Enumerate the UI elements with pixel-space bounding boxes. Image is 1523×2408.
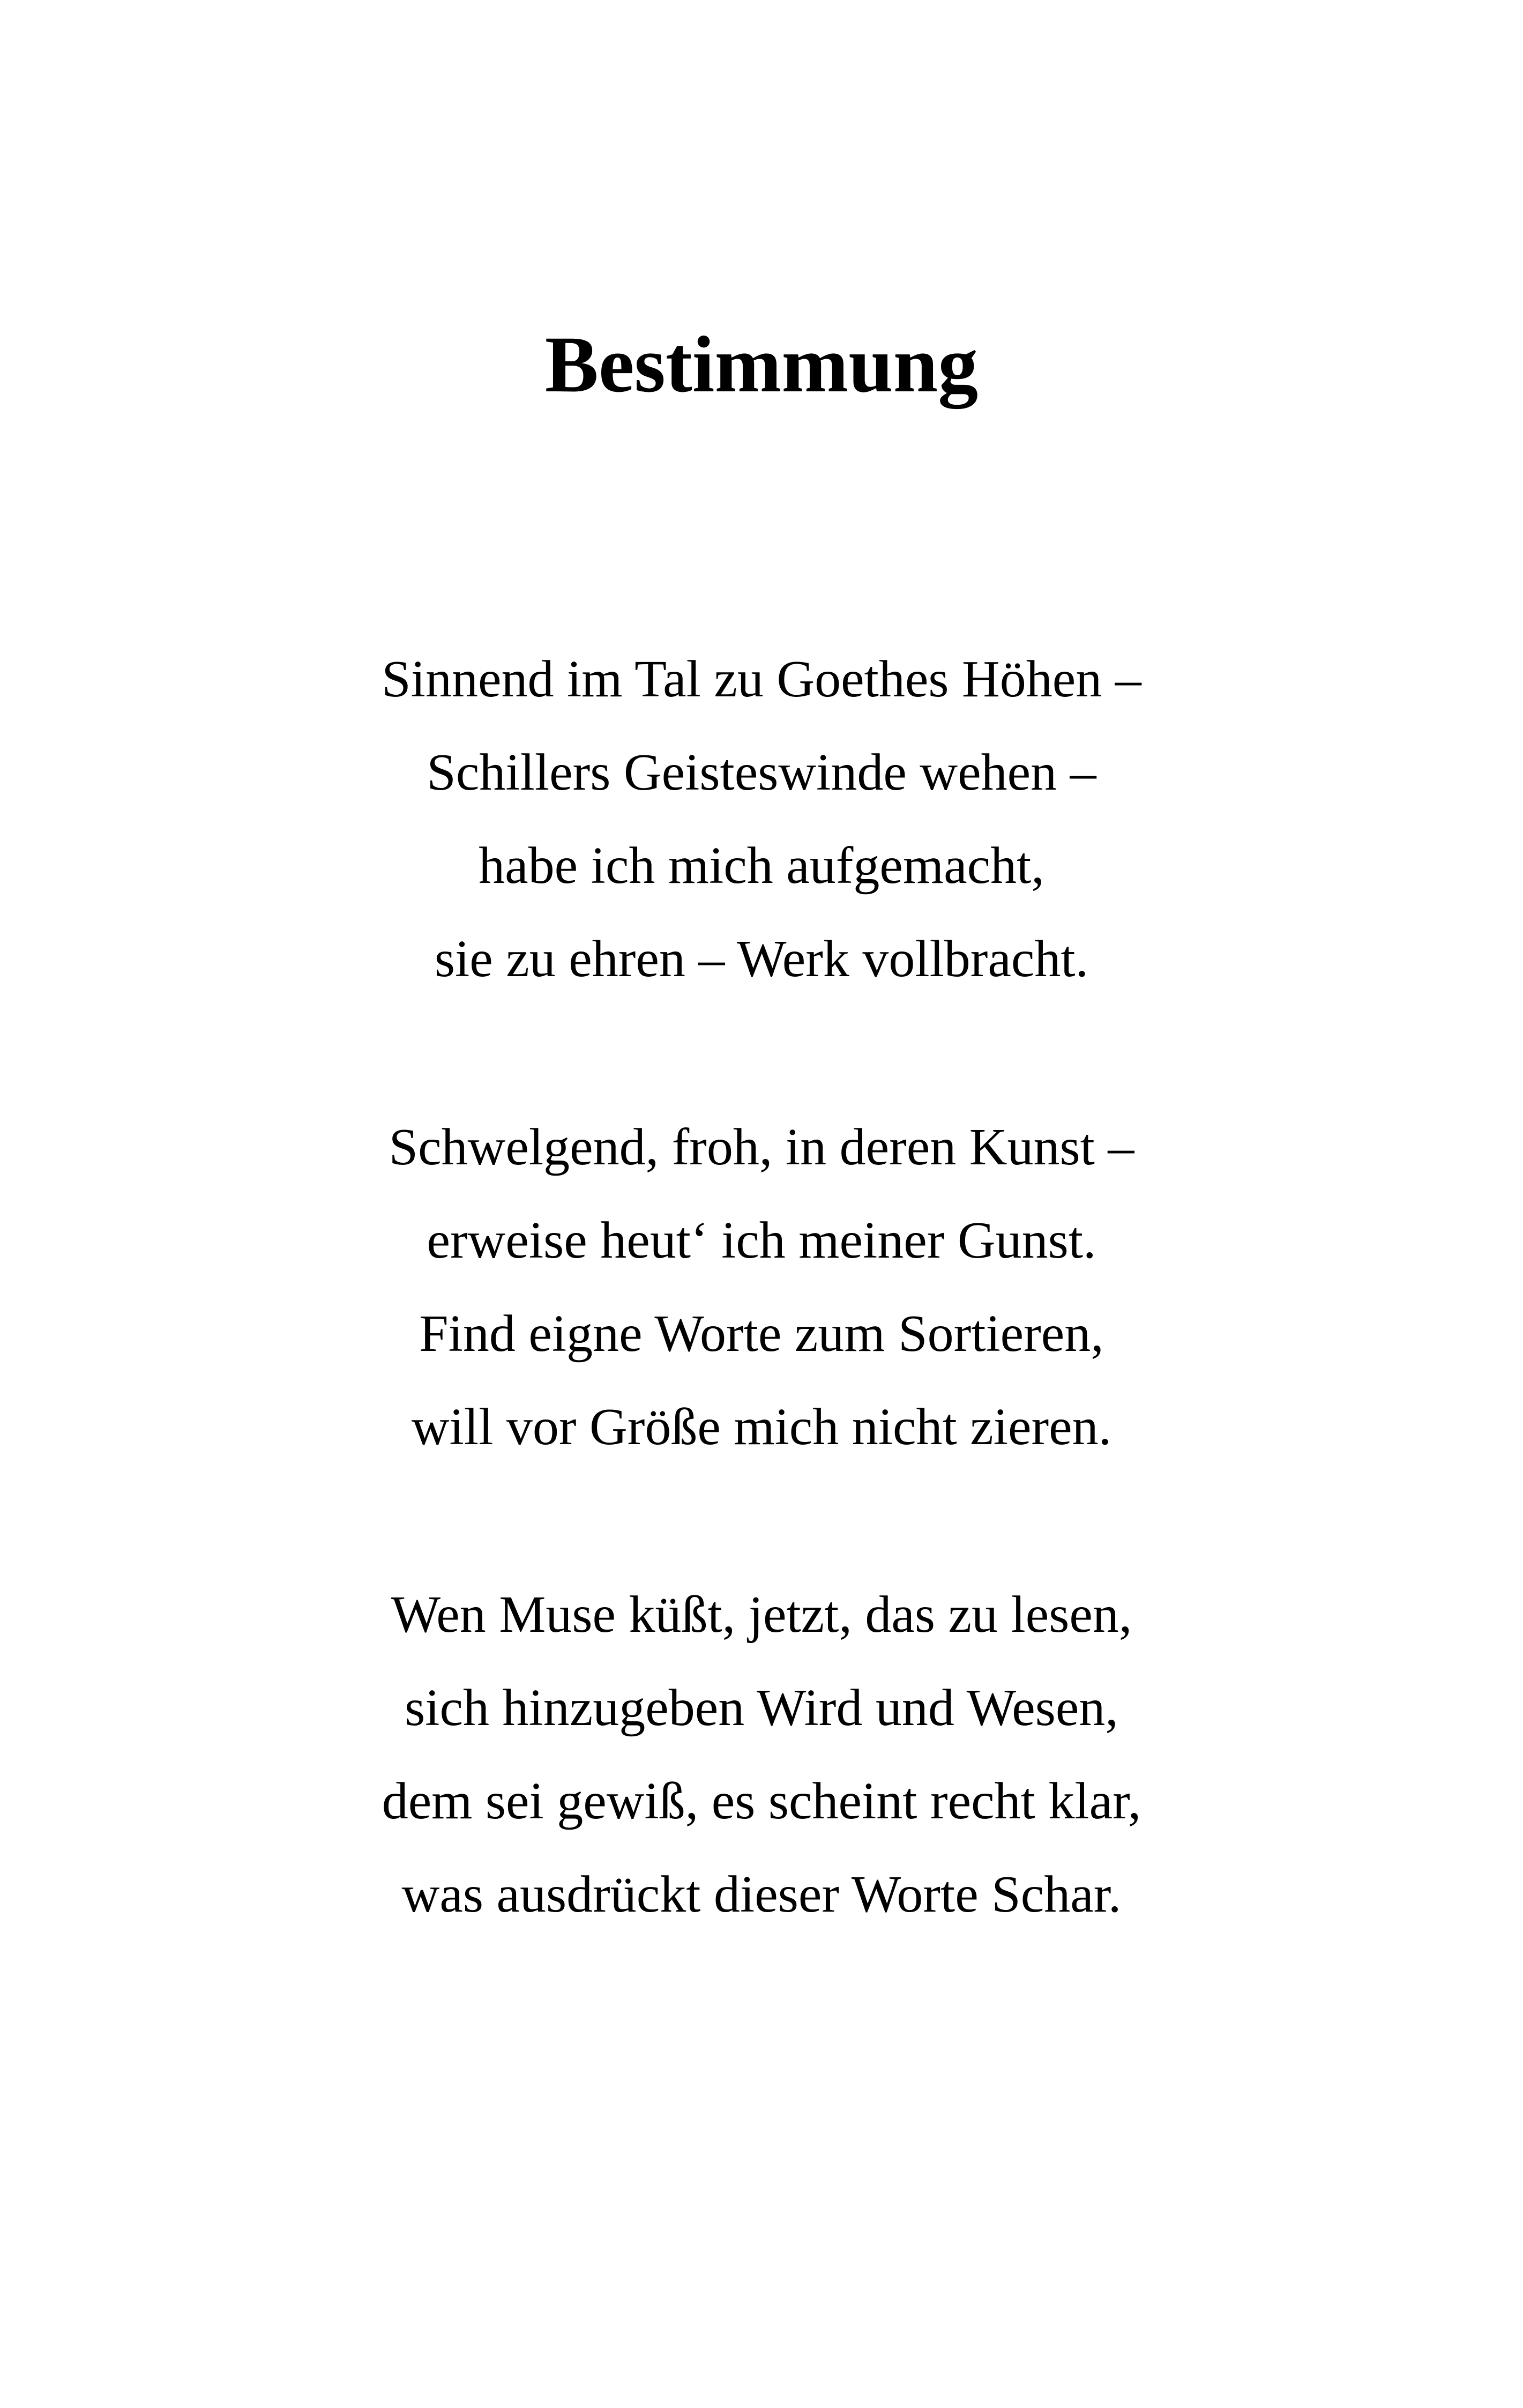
verse-line: Find eigne Worte zum Sortieren, <box>419 1305 1104 1363</box>
verse-line: Sinnend im Tal zu Goethes Höhen – <box>382 650 1141 708</box>
verse-line: sie zu ehren – Werk vollbracht. <box>434 930 1089 988</box>
poem-title: Bestimmung <box>544 320 979 409</box>
verse-line: Wen Muse küßt, jetzt, das zu lesen, <box>391 1586 1132 1644</box>
stanza-3 <box>0 1568 1523 1941</box>
verse-line: Schwelgend, froh, in deren Kunst – <box>389 1118 1134 1176</box>
verse-line: Schillers Geisteswinde wehen – <box>427 744 1096 801</box>
verse-line: was ausdrückt dieser Worte Schar. <box>401 1866 1122 1923</box>
stanza-1 <box>0 633 1523 1006</box>
verse-line: habe ich mich aufgemacht, <box>479 837 1044 895</box>
verse-line: erweise heut‘ ich meiner Gunst. <box>427 1212 1096 1269</box>
stanza-2 <box>0 1101 1523 1474</box>
verse-line: dem sei gewiß, es scheint recht klar, <box>382 1772 1141 1830</box>
verse-line: sich hinzugeben Wird und Wesen, <box>405 1679 1118 1737</box>
verse-line: will vor Größe mich nicht zieren. <box>411 1398 1112 1456</box>
